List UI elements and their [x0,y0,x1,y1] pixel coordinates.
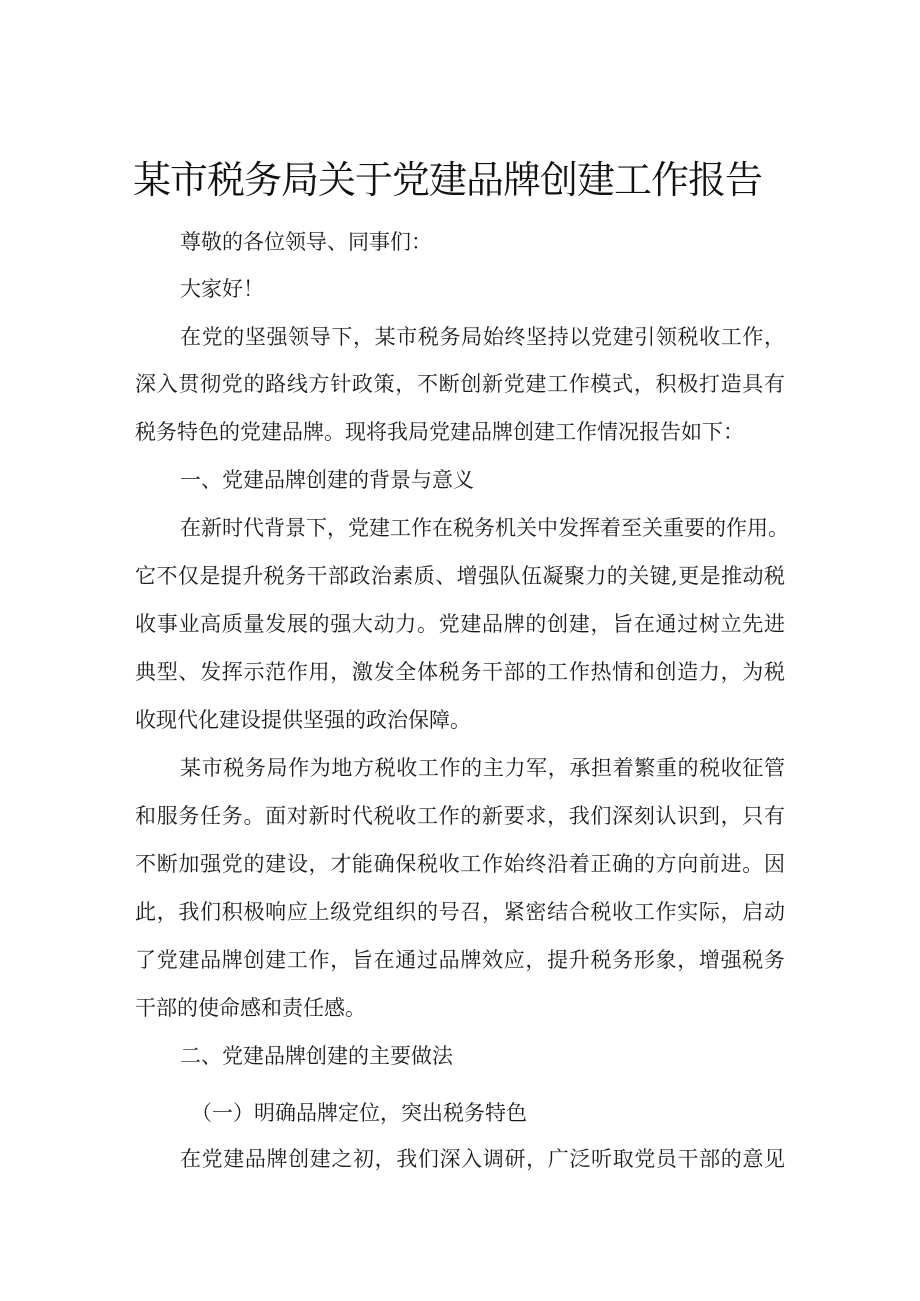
section1-para2-line: 此，我们积极响应上级党组织的号召，紧密结合税收工作实际，启动 [135,900,785,924]
intro-line: 深入贯彻党的路线方针政策，不断创新党建工作模式，积极打造具有 [135,372,785,396]
section1-para2-line: 不断加强党的建设，才能确保税收工作始终沿着正确的方向前进。因 [135,852,785,876]
subsection1-heading: （一）明确品牌定位，突出税务特色 [191,1101,527,1125]
intro-line: 在党的坚强领导下，某市税务局始终坚持以党建引领税收工作， [180,325,785,349]
section1-para1-line: 它不仅是提升税务干部政治素质、增强队伍凝聚力的关键,更是推动税 [135,564,785,588]
section1-heading: 一、党建品牌创建的背景与意义 [180,468,474,492]
section1-para1-line: 收现代化建设提供坚强的政治保障。 [135,708,471,732]
salutation: 尊敬的各位领导、同事们： [180,230,432,254]
section2-heading: 二、党建品牌创建的主要做法 [180,1044,453,1068]
intro-line: 税务特色的党建品牌。现将我局党建品牌创建工作情况报告如下： [135,420,744,444]
section1-para2-line: 某市税务局作为地方税收工作的主力军，承担着繁重的税收征管 [180,756,785,780]
greeting: 大家好！ [180,277,264,301]
document-title: 某市税务局关于党建品牌创建工作报告 [133,158,763,202]
section1-para2-line: 和服务任务。面对新时代税收工作的新要求，我们深刻认识到，只有 [135,804,785,828]
subsection1-para-line: 在党建品牌创建之初，我们深入调研，广泛听取党员干部的意见 [180,1147,785,1171]
section1-para2-line: 了党建品牌创建工作，旨在通过品牌效应，提升税务形象，增强税务 [135,948,785,972]
section1-para1-line: 在新时代背景下，党建工作在税务机关中发挥着至关重要的作用。 [180,516,789,540]
section1-para1-line: 典型、发挥示范作用，激发全体税务干部的工作热情和创造力，为税 [135,660,785,684]
section1-para1-line: 收事业高质量发展的强大动力。党建品牌的创建，旨在通过树立先进 [135,612,785,636]
section1-para2-line: 干部的使命感和责任感。 [135,996,366,1020]
